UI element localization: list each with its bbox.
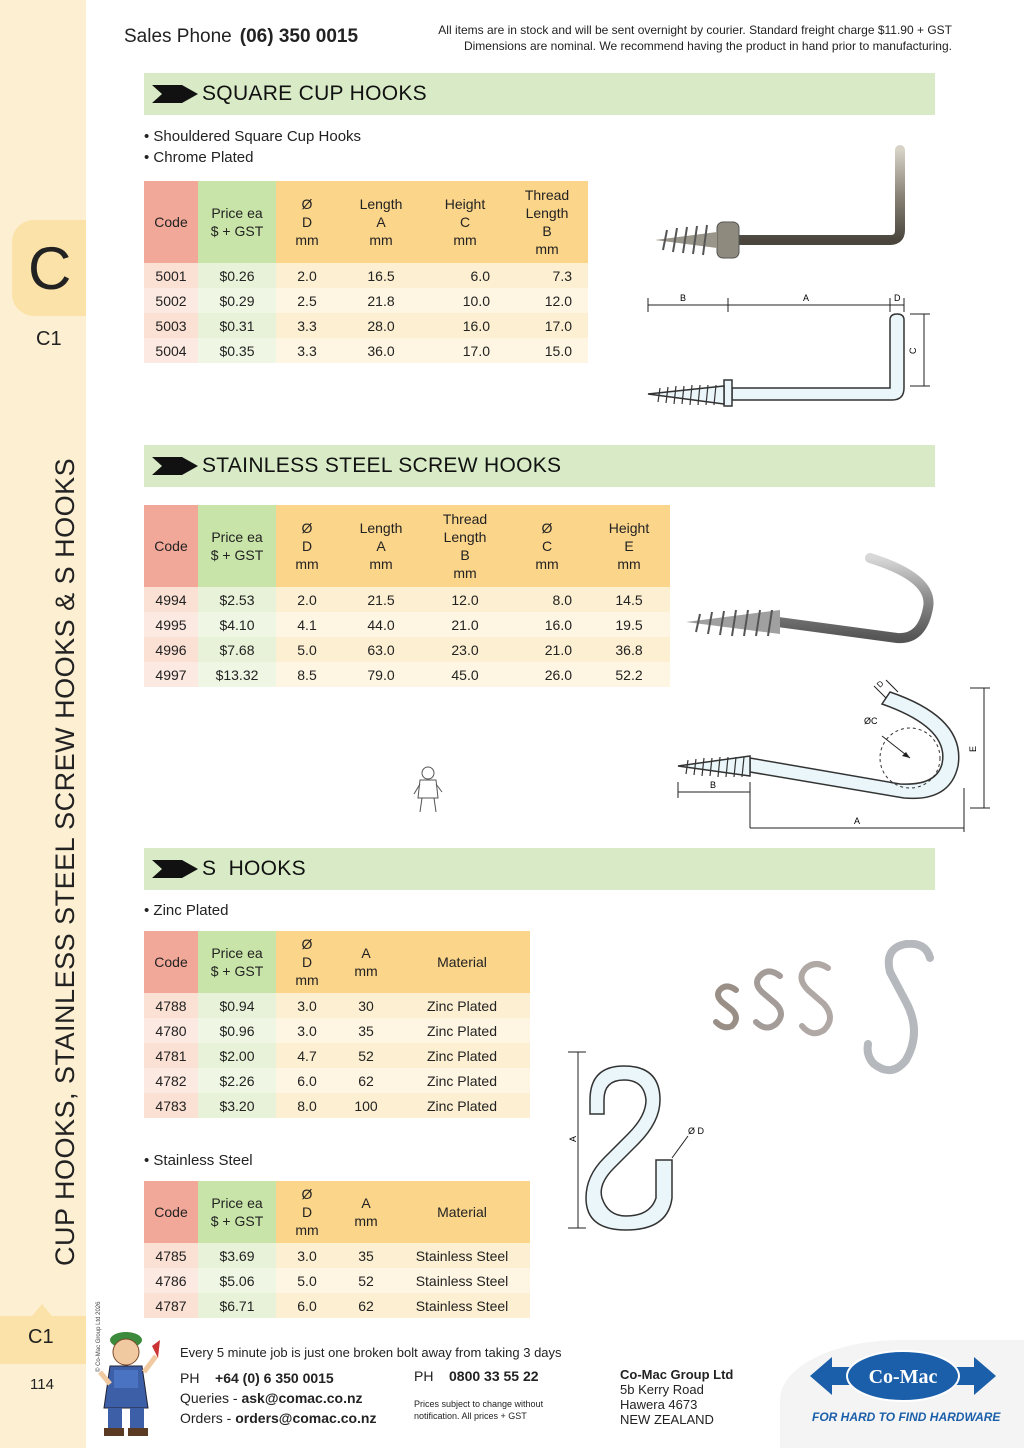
shipping-notice (438, 22, 952, 54)
cell-a: 30 (338, 993, 394, 1018)
table-row (144, 1043, 530, 1068)
company-name: Co-Mac Group Ltd (620, 1367, 734, 1382)
arrow-icon (152, 85, 198, 103)
cell-d: 3.3 (276, 313, 338, 338)
cell-price: $4.10 (198, 612, 276, 637)
freephone-line: PH 0800 33 55 22 (414, 1368, 539, 1384)
cell-material: Stainless Steel (394, 1268, 530, 1293)
cell-code: 4782 (144, 1068, 198, 1093)
table-row (144, 288, 588, 313)
footer-tagline: Every 5 minute job is just one broken bolt away from taking 3 days (180, 1345, 562, 1360)
col-header-code: Code (144, 505, 198, 587)
mascot-sketch (410, 764, 446, 814)
cell-d: 8.5 (276, 662, 338, 687)
cell-thread: 12.0 (506, 288, 588, 313)
cell-price: $13.32 (198, 662, 276, 687)
cell-code: 4788 (144, 993, 198, 1018)
col-header-a: A mm (338, 1181, 394, 1243)
company-address (620, 1367, 733, 1427)
cell-material: Stainless Steel (394, 1293, 530, 1318)
cell-code: 4995 (144, 612, 198, 637)
cell-code: 5001 (144, 263, 198, 288)
cell-thread: 15.0 (506, 338, 588, 363)
cell-price: $0.96 (198, 1018, 276, 1043)
s-hooks-zinc-table (144, 931, 530, 1118)
screw-hook-diagram (674, 678, 994, 838)
freephone-number: 0800 33 55 22 (449, 1368, 539, 1384)
footer-phone-number: +64 (0) 6 350 0015 (215, 1370, 334, 1386)
s-hooks-photo (706, 940, 946, 1080)
cell-d: 2.0 (276, 263, 338, 288)
col-header-d: Ø D mm (276, 931, 338, 993)
table-row (144, 1293, 530, 1318)
col-header-c: Ø C mm (506, 505, 588, 587)
footer-phone-line: PH +64 (0) 6 350 0015 (180, 1370, 334, 1386)
cell-code: 4780 (144, 1018, 198, 1043)
cell-d: 6.0 (276, 1068, 338, 1093)
cell-d: 5.0 (276, 1268, 338, 1293)
screw-hook-photo (682, 548, 944, 648)
section-title: STAINLESS STEEL SCREW HOOKS (202, 454, 562, 477)
logo-text: Co-Mac (868, 1366, 938, 1388)
cell-d: 8.0 (276, 1093, 338, 1118)
col-header-length: Length A mm (338, 505, 424, 587)
square-cup-hook-photo (645, 140, 915, 260)
vertical-chapter-title: CUP HOOKS, STAINLESS STEEL SCREW HOOKS & S HOOKS (50, 457, 80, 1266)
table-row (144, 637, 670, 662)
mascot-icon (92, 1326, 164, 1438)
section-code: C1 (36, 328, 62, 350)
table-row (144, 1093, 530, 1118)
cell-height: 52.2 (588, 662, 670, 687)
cell-length: 36.0 (338, 338, 424, 363)
cell-code: 4997 (144, 662, 198, 687)
cell-length: 21.5 (338, 587, 424, 612)
sales-phone-label: Sales Phone (124, 26, 232, 47)
table-row (144, 338, 588, 363)
cell-length: 63.0 (338, 637, 424, 662)
col-header-d: Ø D mm (276, 1181, 338, 1243)
table-row (144, 587, 670, 612)
cell-price: $3.20 (198, 1093, 276, 1118)
cell-c: 16.0 (506, 612, 588, 637)
table-row (144, 1018, 530, 1043)
cell-c: 26.0 (506, 662, 588, 687)
sales-phone-number: (06) 350 0015 (239, 26, 359, 47)
comac-logo (810, 1345, 996, 1407)
prices-note: Prices subject to change without notification. All prices + GST (414, 1399, 544, 1421)
table-row (144, 1068, 530, 1093)
col-header-code: Code (144, 931, 198, 993)
cell-price: $0.29 (198, 288, 276, 313)
page-number: 114 (30, 1376, 54, 1393)
address-line: 5b Kerry Road (620, 1382, 704, 1397)
cell-price: $0.31 (198, 313, 276, 338)
cell-code: 5002 (144, 288, 198, 313)
cell-a: 35 (338, 1018, 394, 1043)
dim-label-a: A (854, 816, 861, 826)
col-header-price: Price ea $ + GST (198, 505, 276, 587)
dim-label-a: A (568, 1135, 578, 1142)
cell-c: 8.0 (506, 587, 588, 612)
cell-height: 17.0 (424, 338, 506, 363)
cell-code: 5004 (144, 338, 198, 363)
cell-thread: 45.0 (424, 662, 506, 687)
col-header-code: Code (144, 181, 198, 263)
cell-d: 3.0 (276, 993, 338, 1018)
table-row (144, 612, 670, 637)
table-row (144, 1268, 530, 1293)
col-header-material: Material (394, 1181, 530, 1243)
cell-length: 21.8 (338, 288, 424, 313)
cell-thread: 17.0 (506, 313, 588, 338)
table-row (144, 1243, 530, 1268)
copyright-notice: © Co-Mac Group Ltd 2026 (96, 1301, 102, 1372)
cell-d: 2.0 (276, 587, 338, 612)
cell-thread: 7.3 (506, 263, 588, 288)
cell-d: 4.1 (276, 612, 338, 637)
dimensions-notice-line: Dimensions are nominal. We recommend having the product in hand prior to manufacturing. (463, 39, 952, 53)
cell-code: 4787 (144, 1293, 198, 1318)
cell-price: $7.68 (198, 637, 276, 662)
address-line: Hawera 4673 (620, 1397, 698, 1412)
footer-queries-line: Queries - ask@comac.co.nz (180, 1390, 363, 1406)
cell-code: 4783 (144, 1093, 198, 1118)
orders-email-link[interactable]: orders@comac.co.nz (235, 1410, 377, 1426)
logo-slogan: FOR HARD TO FIND HARDWARE (812, 1410, 1001, 1424)
cell-d: 3.0 (276, 1243, 338, 1268)
cell-price: $0.35 (198, 338, 276, 363)
cell-price: $0.26 (198, 263, 276, 288)
col-header-thread: Thread Length B mm (506, 181, 588, 263)
col-header-a: A mm (338, 931, 394, 993)
sales-phone (124, 26, 358, 48)
cell-a: 52 (338, 1268, 394, 1293)
dim-label-b: B (680, 293, 687, 303)
dim-label-a: A (803, 293, 810, 303)
cell-length: 79.0 (338, 662, 424, 687)
section-title: S HOOKS (202, 857, 306, 880)
cell-height: 14.5 (588, 587, 670, 612)
cell-material: Zinc Plated (394, 1093, 530, 1118)
square-cup-hooks-table (144, 181, 588, 363)
chapter-letter: C (28, 235, 72, 302)
cell-length: 44.0 (338, 612, 424, 637)
col-header-height: Height E mm (588, 505, 670, 587)
col-header-price: Price ea $ + GST (198, 1181, 276, 1243)
cell-height: 6.0 (424, 263, 506, 288)
cell-price: $0.94 (198, 993, 276, 1018)
section-bar-square-cup-hooks (144, 73, 935, 115)
cell-price: $2.53 (198, 587, 276, 612)
cell-code: 4786 (144, 1268, 198, 1293)
chapter-tab (12, 220, 86, 316)
s-hooks-stainless-table (144, 1181, 530, 1318)
dim-label-d: D (875, 678, 886, 690)
col-header-d: Ø D mm (276, 181, 338, 263)
dim-label-d: D (894, 293, 901, 303)
cell-a: 52 (338, 1043, 394, 1068)
dim-label-b: B (710, 780, 717, 790)
section-bar-s-hooks (144, 848, 935, 890)
cell-code: 4994 (144, 587, 198, 612)
col-header-length: Length A mm (338, 181, 424, 263)
cell-d: 3.0 (276, 1018, 338, 1043)
table-row (144, 993, 530, 1018)
bullet-chrome: • Chrome Plated (144, 149, 254, 166)
cell-code: 4781 (144, 1043, 198, 1068)
cell-material: Zinc Plated (394, 1043, 530, 1068)
col-header-thread: Thread Length B mm (424, 505, 506, 587)
queries-email-link[interactable]: ask@comac.co.nz (241, 1390, 363, 1406)
cell-a: 100 (338, 1093, 394, 1118)
cell-code: 4785 (144, 1243, 198, 1268)
cell-material: Zinc Plated (394, 993, 530, 1018)
cell-d: 4.7 (276, 1043, 338, 1068)
table-row (144, 662, 670, 687)
cell-height: 10.0 (424, 288, 506, 313)
cell-material: Stainless Steel (394, 1243, 530, 1268)
dim-label-c: ØC (864, 716, 878, 726)
bottom-section-tab (0, 1316, 86, 1364)
cell-material: Zinc Plated (394, 1018, 530, 1043)
cell-price: $5.06 (198, 1268, 276, 1293)
bullet-shouldered: • Shouldered Square Cup Hooks (144, 128, 362, 145)
arrow-icon (152, 457, 198, 475)
cell-length: 16.5 (338, 263, 424, 288)
s-hook-diagram (560, 1048, 720, 1238)
bullet-stainless: • Stainless Steel (144, 1152, 253, 1169)
cell-thread: 23.0 (424, 637, 506, 662)
cell-a: 35 (338, 1243, 394, 1268)
col-header-height: Height C mm (424, 181, 506, 263)
bottom-section-code: C1 (28, 1326, 54, 1348)
col-header-price: Price ea $ + GST (198, 931, 276, 993)
cell-material: Zinc Plated (394, 1068, 530, 1093)
cell-price: $2.00 (198, 1043, 276, 1068)
table-row (144, 263, 588, 288)
cell-d: 6.0 (276, 1293, 338, 1318)
cell-height: 19.5 (588, 612, 670, 637)
cell-a: 62 (338, 1068, 394, 1093)
cell-price: $3.69 (198, 1243, 276, 1268)
col-header-material: Material (394, 931, 530, 993)
section-title: SQUARE CUP HOOKS (202, 82, 427, 105)
cell-length: 28.0 (338, 313, 424, 338)
cell-thread: 21.0 (424, 612, 506, 637)
dim-label-c: C (908, 347, 918, 354)
cell-d: 3.3 (276, 338, 338, 363)
cell-code: 4996 (144, 637, 198, 662)
dim-label-d: Ø D (688, 1126, 705, 1136)
section-bar-stainless-screw-hooks (144, 445, 935, 487)
footer-orders-line: Orders - orders@comac.co.nz (180, 1410, 377, 1426)
cell-d: 2.5 (276, 288, 338, 313)
address-line: NEW ZEALAND (620, 1412, 714, 1427)
stainless-screw-hooks-table (144, 505, 670, 687)
bullet-zinc: • Zinc Plated (144, 902, 229, 919)
square-cup-hook-diagram (640, 290, 940, 410)
col-header-code: Code (144, 1181, 198, 1243)
footer-contact (180, 1368, 377, 1428)
cell-c: 21.0 (506, 637, 588, 662)
table-row (144, 313, 588, 338)
cell-a: 62 (338, 1293, 394, 1318)
dim-label-e: E (968, 745, 978, 752)
cell-d: 5.0 (276, 637, 338, 662)
shipping-notice-line: All items are in stock and will be sent overnight by courier. Standard freight charge $11.90 + GST (438, 23, 952, 37)
cell-height: 16.0 (424, 313, 506, 338)
cell-height: 36.8 (588, 637, 670, 662)
cell-thread: 12.0 (424, 587, 506, 612)
arrow-icon (152, 860, 198, 878)
cell-price: $6.71 (198, 1293, 276, 1318)
col-header-d: Ø D mm (276, 505, 338, 587)
cell-code: 5003 (144, 313, 198, 338)
col-header-price: Price ea $ + GST (198, 181, 276, 263)
cell-price: $2.26 (198, 1068, 276, 1093)
